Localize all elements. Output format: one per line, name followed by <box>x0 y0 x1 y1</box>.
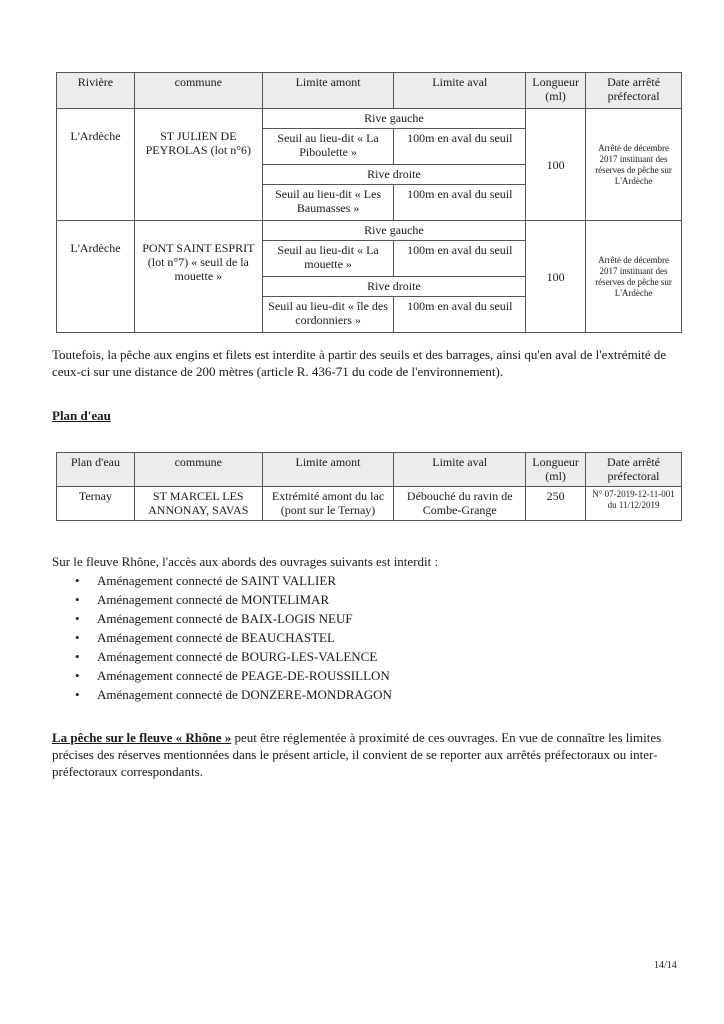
cell-rive-gauche: Rive gauche <box>262 109 525 129</box>
cell-limite-aval: 100m en aval du seuil <box>394 129 526 165</box>
cell-rive-droite: Rive droite <box>262 277 525 297</box>
cell-limite-amont: Seuil au lieu-dit « île des cordonniers » <box>262 297 394 333</box>
cell-date: Arrêté de décembre 2017 instituant des réserves de pêche sur L'Ardèche <box>586 109 682 221</box>
cell-commune: ST JULIEN DE PEYROLAS (lot n°6) <box>134 109 262 221</box>
header-date: Date arrêté préfectoral <box>586 453 682 487</box>
cell-plan-deau: Ternay <box>57 487 135 521</box>
ouvrages-list <box>52 571 392 704</box>
cell-limite-aval: 100m en aval du seuil <box>394 297 526 333</box>
cell-longueur: 250 <box>526 487 586 521</box>
header-longueur: Longueur (ml) <box>526 453 586 487</box>
list-item: • Aménagement connecté de BEAUCHASTEL <box>52 628 392 647</box>
cell-limite-aval: 100m en aval du seuil <box>394 241 526 277</box>
cell-limite-amont: Seuil au lieu-dit « Les Baumasses » <box>262 185 394 221</box>
paragraph-engins-filets: Toutefois, la pêche aux engins et filets est interdite à partir des seuils et des barrages, ainsi qu'en aval de l'extrémité de ceux-ci sur une distance de 200 mètres (article R. 436-71 du code de l'environnement). <box>52 347 667 379</box>
header-date: Date arrêté préfectoral <box>586 73 682 109</box>
header-limite-amont: Limite amont <box>262 73 394 109</box>
cell-riviere: L'Ardèche <box>57 109 135 221</box>
list-item: • Aménagement connecté de BOURG-LES-VALENCE <box>52 647 392 666</box>
rhone-emphasis: La pêche sur le fleuve « Rhône » <box>52 730 232 745</box>
header-limite-aval: Limite aval <box>394 73 526 109</box>
cell-rive-droite: Rive droite <box>262 165 525 185</box>
header-commune: commune <box>134 453 262 487</box>
rhone-text: peut être réglementée à proximité de ces ouvrages. En vue de connaître les limites précises des réserves mentionnées dans le présent article, il convient de se reporter aux arrêtés préfectoraux ou inter-préfectoraux correspondants. <box>52 730 662 779</box>
list-item: • Aménagement connecté de BAIX-LOGIS NEUF <box>52 609 392 628</box>
paragraph-peche-rhone <box>52 729 682 780</box>
cell-date: N° 07-2019-12-11-001 du 11/12/2019 <box>586 487 682 521</box>
header-longueur: Longueur (ml) <box>526 73 586 109</box>
cell-limite-aval: Débouché du ravin de Combe-Grange <box>394 487 526 521</box>
cell-limite-amont: Seuil au lieu-dit « La Piboulette » <box>262 129 394 165</box>
cell-date: Arrêté de décembre 2017 instituant des réserves de pêche sur L'Ardèche <box>586 221 682 333</box>
table-row <box>57 109 682 129</box>
list-item: • Aménagement connecté de SAINT VALLIER <box>52 571 392 590</box>
header-commune: commune <box>134 73 262 109</box>
table-header-row <box>57 453 682 487</box>
cell-limite-amont: Seuil au lieu-dit « La mouette » <box>262 241 394 277</box>
table-row <box>57 221 682 241</box>
cell-limite-aval: 100m en aval du seuil <box>394 185 526 221</box>
table-header-row <box>57 73 682 109</box>
header-limite-aval: Limite aval <box>394 453 526 487</box>
table-row <box>57 487 682 521</box>
section-heading-plan-deau: Plan d'eau <box>52 408 111 423</box>
header-limite-amont: Limite amont <box>262 453 394 487</box>
cell-limite-amont: Extrémité amont du lac (pont sur le Ternay) <box>262 487 394 521</box>
reserves-table <box>56 72 682 333</box>
header-riviere: Rivière <box>57 73 135 109</box>
plan-deau-table <box>56 452 682 521</box>
cell-longueur: 100 <box>526 109 586 221</box>
header-plan-deau: Plan d'eau <box>57 453 135 487</box>
page-number: 14/14 <box>654 960 677 971</box>
list-item: • Aménagement connecté de MONTELIMAR <box>52 590 392 609</box>
list-item: • Aménagement connecté de PEAGE-DE-ROUSSILLON <box>52 666 392 685</box>
cell-longueur: 100 <box>526 221 586 333</box>
cell-rive-gauche: Rive gauche <box>262 221 525 241</box>
list-item: • Aménagement connecté de DONZERE-MONDRAGON <box>52 685 392 704</box>
cell-commune: ST MARCEL LES ANNONAY, SAVAS <box>134 487 262 521</box>
cell-riviere: L'Ardèche <box>57 221 135 333</box>
list-intro: Sur le fleuve Rhône, l'accès aux abords des ouvrages suivants est interdit : <box>52 554 439 569</box>
cell-commune: PONT SAINT ESPRIT (lot n°7) « seuil de la mouette » <box>134 221 262 333</box>
